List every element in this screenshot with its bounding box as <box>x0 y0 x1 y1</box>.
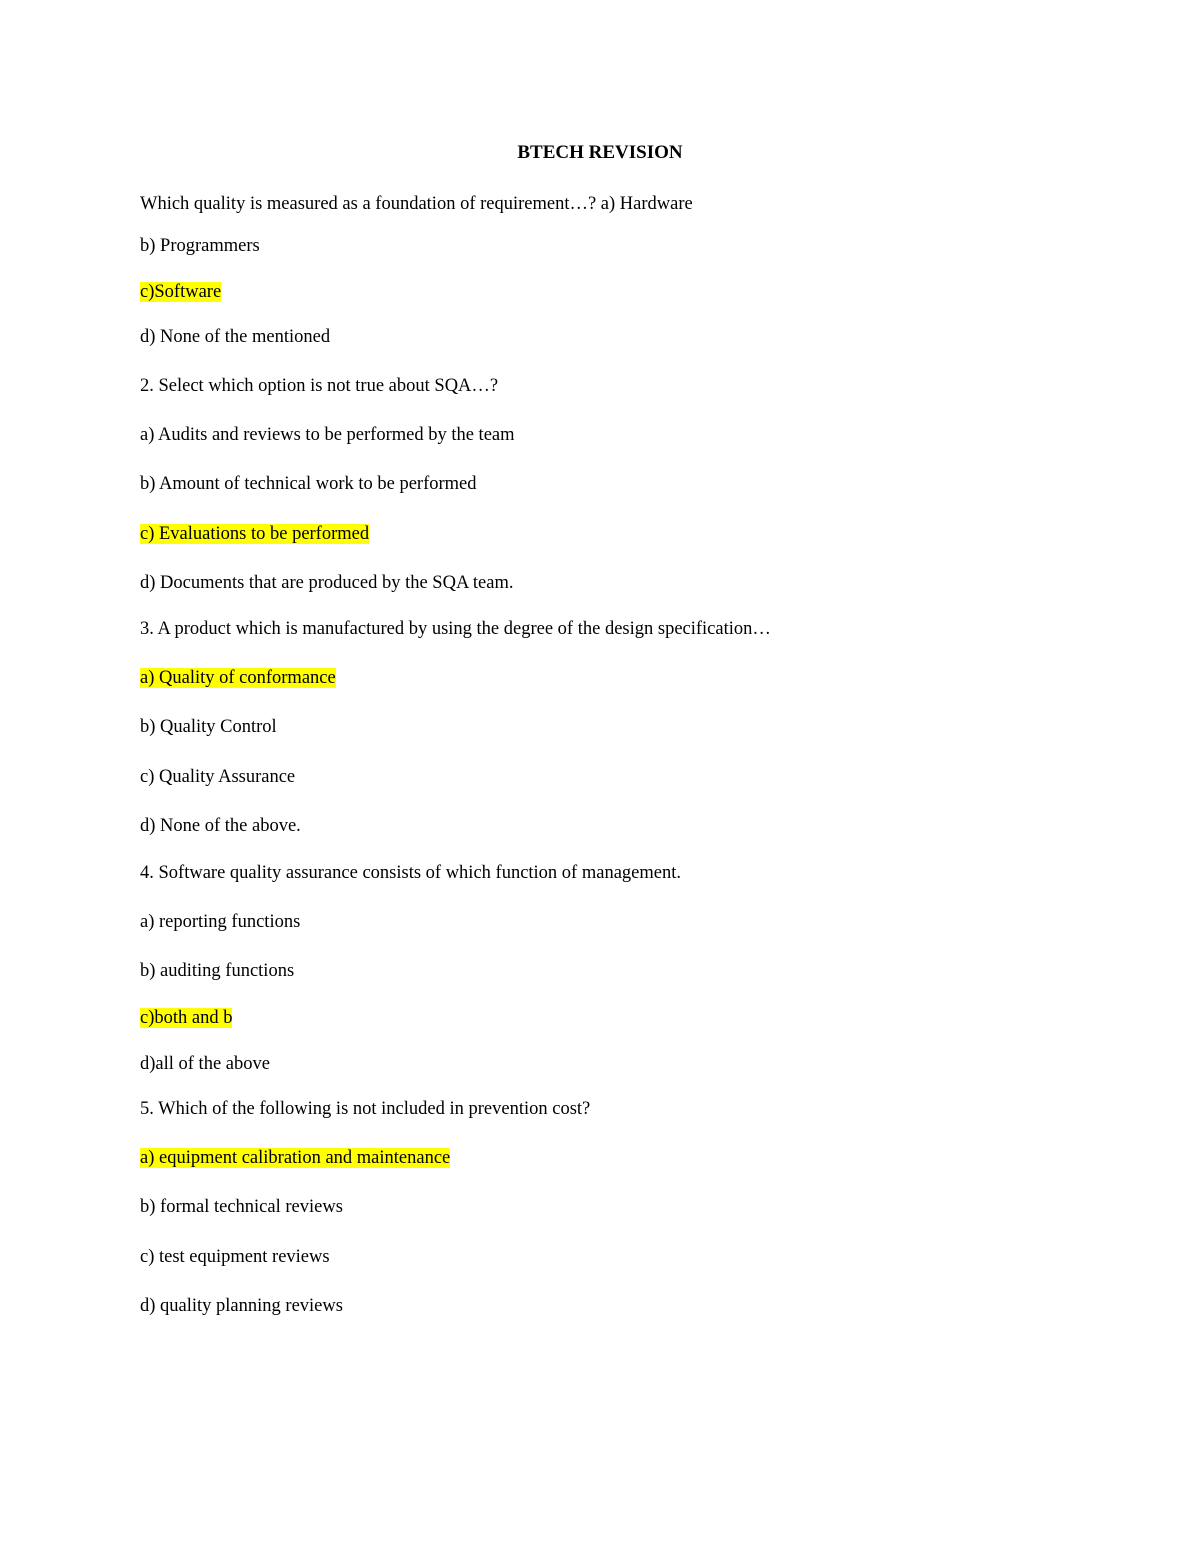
option-text: b) auditing functions <box>140 961 295 981</box>
question-4-option-c-answer <box>140 1006 232 1030</box>
question-1-text: Which quality is measured as a foundation of requirement…? a) Hardware <box>140 194 693 214</box>
question-5-option-d <box>140 1294 343 1318</box>
option-text: b) formal technical reviews <box>140 1197 343 1217</box>
question-1-option-b <box>140 234 260 258</box>
option-text: c) test equipment reviews <box>140 1247 330 1267</box>
question-2-option-c-answer <box>140 522 369 546</box>
option-text: d) None of the above. <box>140 816 301 836</box>
option-text: b) Programmers <box>140 236 260 256</box>
highlighted-answer: a) Quality of conformance <box>140 668 336 688</box>
question-3-text: 3. A product which is manufactured by using the degree of the design specification… <box>140 619 771 639</box>
question-1-option-c-answer <box>140 280 221 304</box>
question-1-option-d <box>140 325 330 349</box>
question-5-option-c <box>140 1245 330 1269</box>
question-3-option-b <box>140 715 277 739</box>
question-5-option-b <box>140 1195 343 1219</box>
question-4-option-b <box>140 959 294 983</box>
option-text: d) quality planning reviews <box>140 1296 343 1316</box>
option-text: d) Documents that are produced by the SQA team. <box>140 573 514 593</box>
question-2-option-b <box>140 472 477 496</box>
question-3-option-d <box>140 814 301 838</box>
highlighted-answer: a) equipment calibration and maintenance <box>140 1148 451 1168</box>
question-4-option-d <box>140 1052 270 1076</box>
option-text: c) Quality Assurance <box>140 767 296 787</box>
option-text: b) Quality Control <box>140 717 277 737</box>
option-text: b) Amount of technical work to be performed <box>140 474 477 494</box>
highlighted-answer: c)both and b <box>140 1008 233 1028</box>
question-2-text: 2. Select which option is not true about SQA…? <box>140 376 499 396</box>
highlighted-answer: c) Evaluations to be performed <box>140 524 370 544</box>
question-5-option-a-answer <box>140 1146 450 1170</box>
highlighted-answer: c)Software <box>140 282 222 302</box>
option-text: a) reporting functions <box>140 912 301 932</box>
document-title: BTECH REVISION <box>517 142 683 163</box>
question-4-option-a <box>140 910 300 934</box>
question-2-option-d <box>140 571 514 595</box>
question-3-option-c <box>140 765 295 789</box>
option-text: d) None of the mentioned <box>140 327 331 347</box>
option-text: d)all of the above <box>140 1054 270 1074</box>
question-5-text: 5. Which of the following is not included in prevention cost? <box>140 1099 591 1119</box>
option-text: a) Audits and reviews to be performed by the team <box>140 425 515 445</box>
question-4-text: 4. Software quality assurance consists of which function of management. <box>140 863 681 883</box>
question-2-option-a <box>140 423 515 447</box>
question-3-option-a-answer <box>140 666 336 690</box>
